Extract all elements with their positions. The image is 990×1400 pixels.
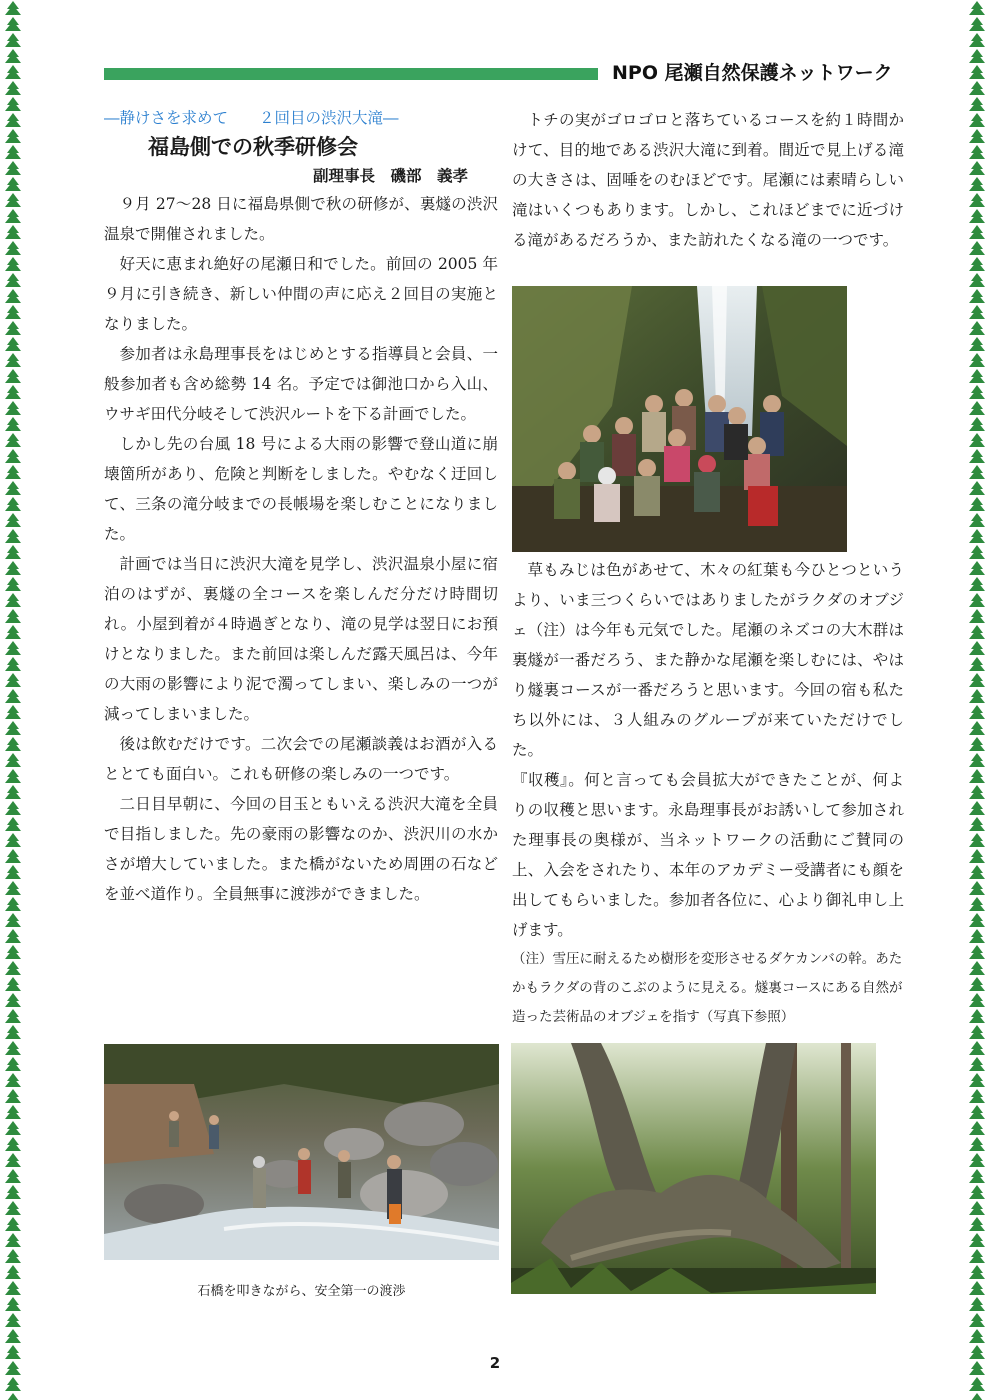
body-paragraph: トチの実がゴロゴロと落ちているコースを約１時間かけて、目的地である渋沢大滝に到着。間近で見上げる滝の大きさは、固唾をのむほどです。尾瀬には素晴らしい滝はいくつもあります。しかし、これほどまでに近づける滝があるだろうか、また訪れたくなる滝の一つです。 [512,111,904,249]
body-paragraph: 二日目早朝に、今回の目玉ともいえる渋沢大滝を全員で目指しました。先の豪雨の影響なのか、渋沢川の水かさが増大していました。また橋がないため周囲の石などを並べ道作り。全員無事に渡渉ができました。 [104,795,498,903]
right-tree-border [968,0,986,1400]
river-photo-caption: 石橋を叩きながら、安全第一の渡渉 [197,1284,406,1299]
footnote: （注）雪圧に耐えるため樹形を変形させるダケカンバの幹。あたかもラクダの背のこぶのように見える。燧裏コースにある自然が造った芸術品のオブジェを指す（写真下参照） [512,951,903,1025]
left-column [104,105,498,909]
waterfall-group-photo [512,286,847,552]
header-accent-bar [104,68,598,80]
series-title: ―静けさを求めて ２回目の渋沢大滝― [104,109,399,127]
body-paragraph: しかし先の台風 18 号による大雨の影響で登山道に崩壊箇所があり、危険と判断をしました。やむなく迂回して、三条の滝分岐までの長帳場を楽しむことになりました。 [104,435,498,543]
body-paragraph: 好天に恵まれ絶好の尾瀬日和でした。前回の 2005 年９月に引き続き、新しい仲間の声に応え２回目の実施となりました。 [104,255,498,333]
page-number: 2 [489,1354,501,1372]
right-column-top [512,105,904,255]
body-paragraph: 計画では当日に渋沢大滝を見学し、渋沢温泉小屋に宿泊のはずが、裏燧の全コースを楽しんだ分だけ時間切れ。小屋到着が４時過ぎとなり、滝の見学は翌日にお預けとなりました。また前回は楽しんだ露天風呂は、今年の大雨の影響により泥で濁ってしまい、楽しみの一つが減ってしまいました。 [104,555,498,723]
body-paragraph: 草もみじは色があせて、木々の紅葉も今ひとつというより、いま三つくらいではありましたがラクダのオブジェ（注）は今年も元気でした。尾瀬のネズコの大木群は裏燧が一番だろう、また静かな尾瀬を楽しむには、やはり燧裏コースが一番だろうと思います。今回の宿も私たち以外には、３人組みのグループが来ていただけでした。 [512,561,904,759]
camel-tree-photo [511,1043,876,1294]
organization-name: NPO 尾瀬自然保護ネットワーク [612,62,893,84]
left-tree-border [4,0,22,1400]
tree-icon [968,0,986,1400]
author-byline: 副理事長 磯部 義孝 [312,167,468,185]
body-paragraph: ９月 27〜28 日に福島県側で秋の研修が、裏燧の渋沢温泉で開催されました。 [104,195,498,243]
right-column-bottom [512,555,904,1032]
article-title: 福島側での秋季研修会 [148,135,358,159]
body-paragraph: 後は飲むだけです。二次会での尾瀬談義はお酒が入るととても面白い。これも研修の楽しみの一つです。 [104,735,498,783]
body-paragraph: 『収穫』。何と言っても会員拡大ができたことが、何よりの収穫と思います。永島理事長がお誘いして参加された理事長の奥様が、当ネットワークの活動にご賛同の上、入会をされたり、本年のアカデミー受講者にも顔を出してもらいました。参加者各位に、心より御礼申し上げます。 [512,771,904,939]
river-crossing-photo [104,1044,499,1260]
body-paragraph: 参加者は永島理事長をはじめとする指導員と会員、一般参加者も含め総勢 14 名。予定では御池口から入山、ウサギ田代分岐そして渋沢ルートを下る計画でした。 [104,345,498,423]
tree-icon [4,0,22,1400]
